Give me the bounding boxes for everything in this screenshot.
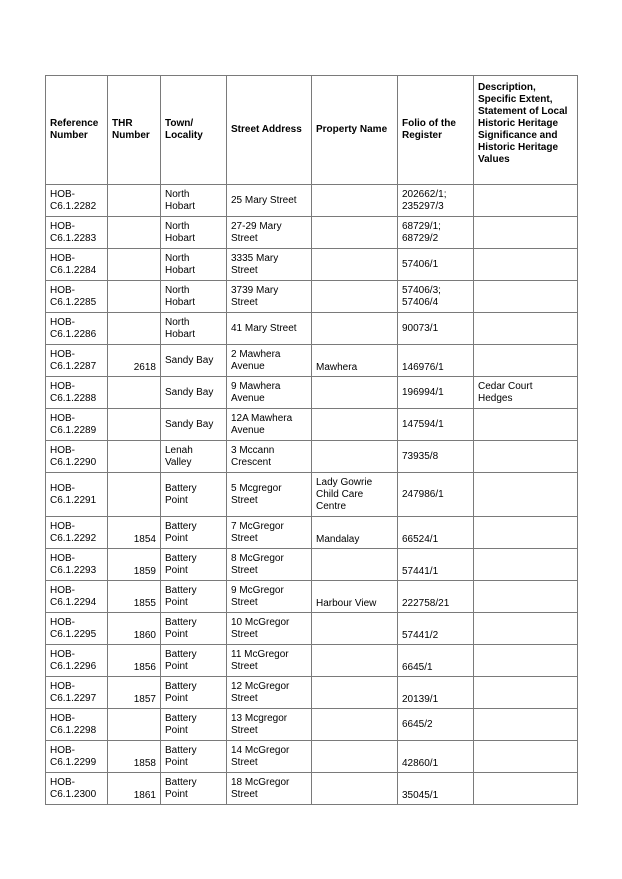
cell-description	[474, 345, 578, 377]
cell-street-address-text: 41 Mary Street	[231, 322, 297, 334]
cell-thr-number	[108, 473, 161, 517]
cell-street-address	[227, 345, 312, 377]
cell-street-address	[227, 549, 312, 581]
cell-street-address	[227, 517, 312, 549]
cell-thr-number	[108, 217, 161, 249]
cell-property-name-text: Harbour View	[316, 598, 377, 609]
cell-property-name	[312, 377, 398, 409]
cell-street-address	[227, 313, 312, 345]
table-row	[46, 517, 578, 549]
cell-town-locality-text: North Hobart	[165, 284, 196, 308]
cell-reference-number-text: HOB- C6.1.2290	[50, 444, 97, 468]
cell-folio-text: 57406/1	[402, 258, 439, 270]
table-row	[46, 773, 578, 805]
cell-reference-number-text: HOB- C6.1.2296	[50, 648, 97, 672]
cell-folio	[398, 281, 474, 313]
table-row	[46, 409, 578, 441]
cell-thr-number-text: 1857	[133, 694, 156, 705]
cell-town-locality	[161, 549, 227, 581]
cell-reference-number	[46, 613, 108, 645]
cell-street-address-text: 11 McGregor Street	[231, 648, 289, 672]
cell-town-locality	[161, 741, 227, 773]
header-thr-number: THR Number	[108, 76, 161, 185]
cell-street-address-text: 13 Mcgregor Street	[231, 712, 288, 736]
cell-thr-number	[108, 741, 161, 773]
table-row	[46, 377, 578, 409]
cell-thr-number-text: 1854	[133, 534, 156, 545]
cell-property-name	[312, 313, 398, 345]
cell-folio	[398, 409, 474, 441]
cell-street-address-text: 8 McGregor Street	[231, 552, 284, 576]
cell-town-locality-text: Sandy Bay	[165, 418, 214, 430]
cell-town-locality-text: Battery Point	[165, 744, 197, 768]
cell-reference-number	[46, 377, 108, 409]
cell-description	[474, 377, 578, 409]
cell-town-locality-text: Battery Point	[165, 648, 197, 672]
cell-folio-text: 57441/1	[402, 566, 439, 577]
cell-folio	[398, 517, 474, 549]
cell-town-locality-text: Sandy Bay	[165, 354, 214, 366]
cell-folio	[398, 645, 474, 677]
cell-description	[474, 549, 578, 581]
cell-street-address-text: 10 McGregor Street	[231, 616, 290, 640]
cell-thr-number	[108, 249, 161, 281]
cell-description	[474, 313, 578, 345]
cell-thr-number-text: 1861	[133, 790, 156, 801]
cell-description	[474, 441, 578, 473]
cell-property-name	[312, 409, 398, 441]
cell-description	[474, 581, 578, 613]
cell-street-address-text: 18 McGregor Street	[231, 776, 290, 800]
cell-town-locality	[161, 677, 227, 709]
cell-folio-text: 73935/8	[402, 450, 439, 462]
cell-street-address-text: 7 McGregor Street	[231, 520, 284, 544]
cell-folio	[398, 441, 474, 473]
cell-property-name	[312, 581, 398, 613]
cell-thr-number-text: 1856	[133, 662, 156, 673]
header-property-name: Property Name	[312, 76, 398, 185]
cell-town-locality	[161, 709, 227, 741]
table-row	[46, 741, 578, 773]
cell-street-address	[227, 613, 312, 645]
cell-town-locality	[161, 441, 227, 473]
cell-description	[474, 409, 578, 441]
cell-thr-number	[108, 581, 161, 613]
table-row	[46, 345, 578, 377]
cell-street-address-text: 2 Mawhera Avenue	[231, 348, 281, 372]
cell-town-locality	[161, 581, 227, 613]
table-row	[46, 645, 578, 677]
cell-thr-number-text: 1859	[133, 566, 156, 577]
cell-folio-text: 90073/1	[402, 322, 439, 334]
cell-reference-number-text: HOB- C6.1.2300	[50, 776, 97, 800]
cell-reference-number-text: HOB- C6.1.2291	[50, 482, 97, 506]
cell-town-locality-text: Battery Point	[165, 616, 197, 640]
cell-reference-number-text: HOB- C6.1.2293	[50, 552, 97, 576]
cell-town-locality	[161, 185, 227, 217]
cell-street-address	[227, 441, 312, 473]
cell-reference-number-text: HOB- C6.1.2294	[50, 584, 97, 608]
cell-reference-number	[46, 441, 108, 473]
cell-reference-number-text: HOB- C6.1.2283	[50, 220, 97, 244]
cell-town-locality	[161, 517, 227, 549]
cell-description	[474, 645, 578, 677]
cell-town-locality	[161, 217, 227, 249]
cell-reference-number-text: HOB- C6.1.2282	[50, 188, 97, 212]
cell-street-address-text: 3 Mccann Crescent	[231, 444, 275, 468]
table-row	[46, 313, 578, 345]
table-header-row	[46, 76, 578, 185]
cell-folio	[398, 741, 474, 773]
table-row	[46, 581, 578, 613]
cell-reference-number	[46, 473, 108, 517]
cell-street-address	[227, 377, 312, 409]
cell-town-locality	[161, 409, 227, 441]
cell-reference-number-text: HOB- C6.1.2289	[50, 412, 97, 436]
cell-property-name	[312, 773, 398, 805]
cell-property-name	[312, 345, 398, 377]
cell-folio-text: 202662/1; 235297/3	[402, 188, 447, 212]
cell-folio-text: 20139/1	[402, 694, 439, 705]
table-row	[46, 677, 578, 709]
cell-description	[474, 773, 578, 805]
cell-reference-number	[46, 313, 108, 345]
cell-reference-number-text: HOB- C6.1.2288	[50, 380, 97, 404]
cell-thr-number	[108, 517, 161, 549]
cell-description	[474, 249, 578, 281]
cell-reference-number	[46, 741, 108, 773]
cell-thr-number	[108, 345, 161, 377]
table-row	[46, 709, 578, 741]
cell-folio-text: 146976/1	[402, 362, 444, 373]
cell-folio	[398, 217, 474, 249]
cell-thr-number	[108, 377, 161, 409]
cell-description	[474, 741, 578, 773]
cell-property-name	[312, 741, 398, 773]
header-reference-number: Reference Number	[46, 76, 108, 185]
cell-property-name	[312, 677, 398, 709]
cell-reference-number-text: HOB- C6.1.2295	[50, 616, 97, 640]
cell-reference-number	[46, 249, 108, 281]
cell-street-address-text: 27-29 Mary Street	[231, 220, 282, 244]
cell-folio-text: 57406/3; 57406/4	[402, 284, 441, 308]
cell-town-locality-text: North Hobart	[165, 220, 196, 244]
cell-town-locality	[161, 645, 227, 677]
cell-street-address-text: 9 Mawhera Avenue	[231, 380, 281, 404]
cell-thr-number	[108, 709, 161, 741]
header-description: Description, Specific Extent, Statement of Local Historic Heritage Significance and Historic Heritage Values	[474, 76, 578, 185]
cell-folio	[398, 473, 474, 517]
cell-description	[474, 709, 578, 741]
header-street-address: Street Address	[227, 76, 312, 185]
cell-folio	[398, 709, 474, 741]
table-row	[46, 185, 578, 217]
cell-street-address	[227, 741, 312, 773]
cell-reference-number	[46, 645, 108, 677]
cell-thr-number	[108, 409, 161, 441]
cell-property-name	[312, 217, 398, 249]
cell-town-locality-text: Battery Point	[165, 552, 197, 576]
cell-town-locality	[161, 345, 227, 377]
cell-folio-text: 35045/1	[402, 790, 439, 801]
cell-folio-text: 196994/1	[402, 386, 444, 398]
cell-description-text: Cedar Court Hedges	[478, 380, 533, 404]
table-row	[46, 281, 578, 313]
table-row	[46, 549, 578, 581]
cell-folio-text: 6645/2	[402, 718, 433, 730]
cell-street-address-text: 14 McGregor Street	[231, 744, 290, 768]
table-row	[46, 441, 578, 473]
cell-description	[474, 217, 578, 249]
cell-property-name	[312, 185, 398, 217]
cell-thr-number	[108, 613, 161, 645]
cell-town-locality-text: Battery Point	[165, 520, 197, 544]
cell-street-address	[227, 677, 312, 709]
cell-thr-number-text: 1855	[133, 598, 156, 609]
cell-reference-number	[46, 677, 108, 709]
cell-folio-text: 57441/2	[402, 630, 439, 641]
cell-description	[474, 517, 578, 549]
cell-reference-number-text: HOB- C6.1.2298	[50, 712, 97, 736]
cell-description	[474, 185, 578, 217]
cell-thr-number	[108, 773, 161, 805]
cell-street-address	[227, 473, 312, 517]
cell-reference-number	[46, 581, 108, 613]
cell-street-address	[227, 249, 312, 281]
cell-reference-number	[46, 217, 108, 249]
cell-description	[474, 613, 578, 645]
cell-thr-number-text: 2618	[133, 362, 156, 373]
table-row	[46, 613, 578, 645]
table-row	[46, 249, 578, 281]
cell-property-name	[312, 709, 398, 741]
cell-property-name-text: Mandalay	[316, 534, 360, 545]
cell-property-name	[312, 473, 398, 517]
cell-street-address	[227, 645, 312, 677]
cell-description	[474, 281, 578, 313]
cell-property-name-text: Mawhera	[316, 362, 358, 373]
cell-reference-number	[46, 409, 108, 441]
cell-thr-number	[108, 185, 161, 217]
cell-street-address	[227, 217, 312, 249]
table-row	[46, 217, 578, 249]
cell-folio-text: 147594/1	[402, 418, 444, 430]
cell-town-locality-text: North Hobart	[165, 316, 196, 340]
cell-folio-text: 247986/1	[402, 488, 444, 500]
cell-thr-number	[108, 313, 161, 345]
cell-town-locality-text: North Hobart	[165, 252, 196, 276]
cell-street-address-text: 12A Mawhera Avenue	[231, 412, 293, 436]
cell-property-name	[312, 645, 398, 677]
cell-reference-number-text: HOB- C6.1.2292	[50, 520, 97, 544]
cell-reference-number	[46, 773, 108, 805]
cell-street-address	[227, 581, 312, 613]
cell-town-locality-text: Sandy Bay	[165, 386, 214, 398]
cell-street-address-text: 5 Mcgregor Street	[231, 482, 282, 506]
cell-street-address-text: 9 McGregor Street	[231, 584, 284, 608]
cell-reference-number-text: HOB- C6.1.2285	[50, 284, 97, 308]
cell-street-address	[227, 409, 312, 441]
cell-street-address	[227, 185, 312, 217]
cell-town-locality	[161, 313, 227, 345]
cell-property-name	[312, 441, 398, 473]
cell-folio	[398, 249, 474, 281]
cell-folio-text: 222758/21	[402, 598, 450, 609]
cell-folio-text: 6645/1	[402, 662, 433, 673]
cell-reference-number-text: HOB- C6.1.2287	[50, 348, 97, 372]
cell-reference-number	[46, 281, 108, 313]
cell-folio	[398, 773, 474, 805]
cell-folio-text: 66524/1	[402, 534, 439, 545]
cell-property-name	[312, 613, 398, 645]
cell-reference-number	[46, 185, 108, 217]
cell-reference-number-text: HOB- C6.1.2284	[50, 252, 97, 276]
header-folio: Folio of the Register	[398, 76, 474, 185]
cell-thr-number	[108, 645, 161, 677]
cell-folio	[398, 377, 474, 409]
cell-reference-number	[46, 345, 108, 377]
cell-town-locality-text: Battery Point	[165, 776, 197, 800]
cell-street-address	[227, 773, 312, 805]
cell-town-locality	[161, 249, 227, 281]
cell-folio	[398, 613, 474, 645]
header-town-locality: Town/ Locality	[161, 76, 227, 185]
cell-town-locality-text: Battery Point	[165, 680, 197, 704]
cell-town-locality	[161, 613, 227, 645]
cell-folio-text: 68729/1; 68729/2	[402, 220, 441, 244]
cell-property-name-text: Lady Gowrie Child Care Centre	[316, 476, 373, 512]
cell-property-name	[312, 517, 398, 549]
cell-thr-number	[108, 441, 161, 473]
cell-reference-number-text: HOB- C6.1.2286	[50, 316, 97, 340]
cell-town-locality-text: Battery Point	[165, 712, 197, 736]
cell-thr-number	[108, 549, 161, 581]
cell-thr-number	[108, 281, 161, 313]
cell-reference-number	[46, 549, 108, 581]
cell-folio	[398, 313, 474, 345]
cell-folio	[398, 345, 474, 377]
cell-thr-number-text: 1858	[133, 758, 156, 769]
cell-street-address	[227, 281, 312, 313]
heritage-register-table	[45, 75, 578, 805]
cell-town-locality-text: Battery Point	[165, 584, 197, 608]
cell-description	[474, 677, 578, 709]
cell-street-address	[227, 709, 312, 741]
cell-property-name	[312, 281, 398, 313]
cell-town-locality-text: North Hobart	[165, 188, 196, 212]
cell-thr-number	[108, 677, 161, 709]
cell-town-locality	[161, 773, 227, 805]
cell-folio	[398, 549, 474, 581]
cell-street-address-text: 25 Mary Street	[231, 194, 297, 206]
cell-reference-number	[46, 709, 108, 741]
cell-reference-number	[46, 517, 108, 549]
cell-description	[474, 473, 578, 517]
cell-folio-text: 42860/1	[402, 758, 439, 769]
cell-thr-number-text: 1860	[133, 630, 156, 641]
cell-town-locality	[161, 473, 227, 517]
cell-street-address-text: 12 McGregor Street	[231, 680, 290, 704]
cell-town-locality-text: Battery Point	[165, 482, 197, 506]
cell-town-locality	[161, 281, 227, 313]
cell-street-address-text: 3739 Mary Street	[231, 284, 279, 308]
table-row	[46, 473, 578, 517]
cell-reference-number-text: HOB- C6.1.2299	[50, 744, 97, 768]
cell-folio	[398, 185, 474, 217]
cell-street-address-text: 3335 Mary Street	[231, 252, 279, 276]
cell-folio	[398, 581, 474, 613]
cell-property-name	[312, 549, 398, 581]
cell-folio	[398, 677, 474, 709]
cell-reference-number-text: HOB- C6.1.2297	[50, 680, 97, 704]
cell-town-locality-text: Lenah Valley	[165, 444, 193, 468]
cell-property-name	[312, 249, 398, 281]
cell-town-locality	[161, 377, 227, 409]
